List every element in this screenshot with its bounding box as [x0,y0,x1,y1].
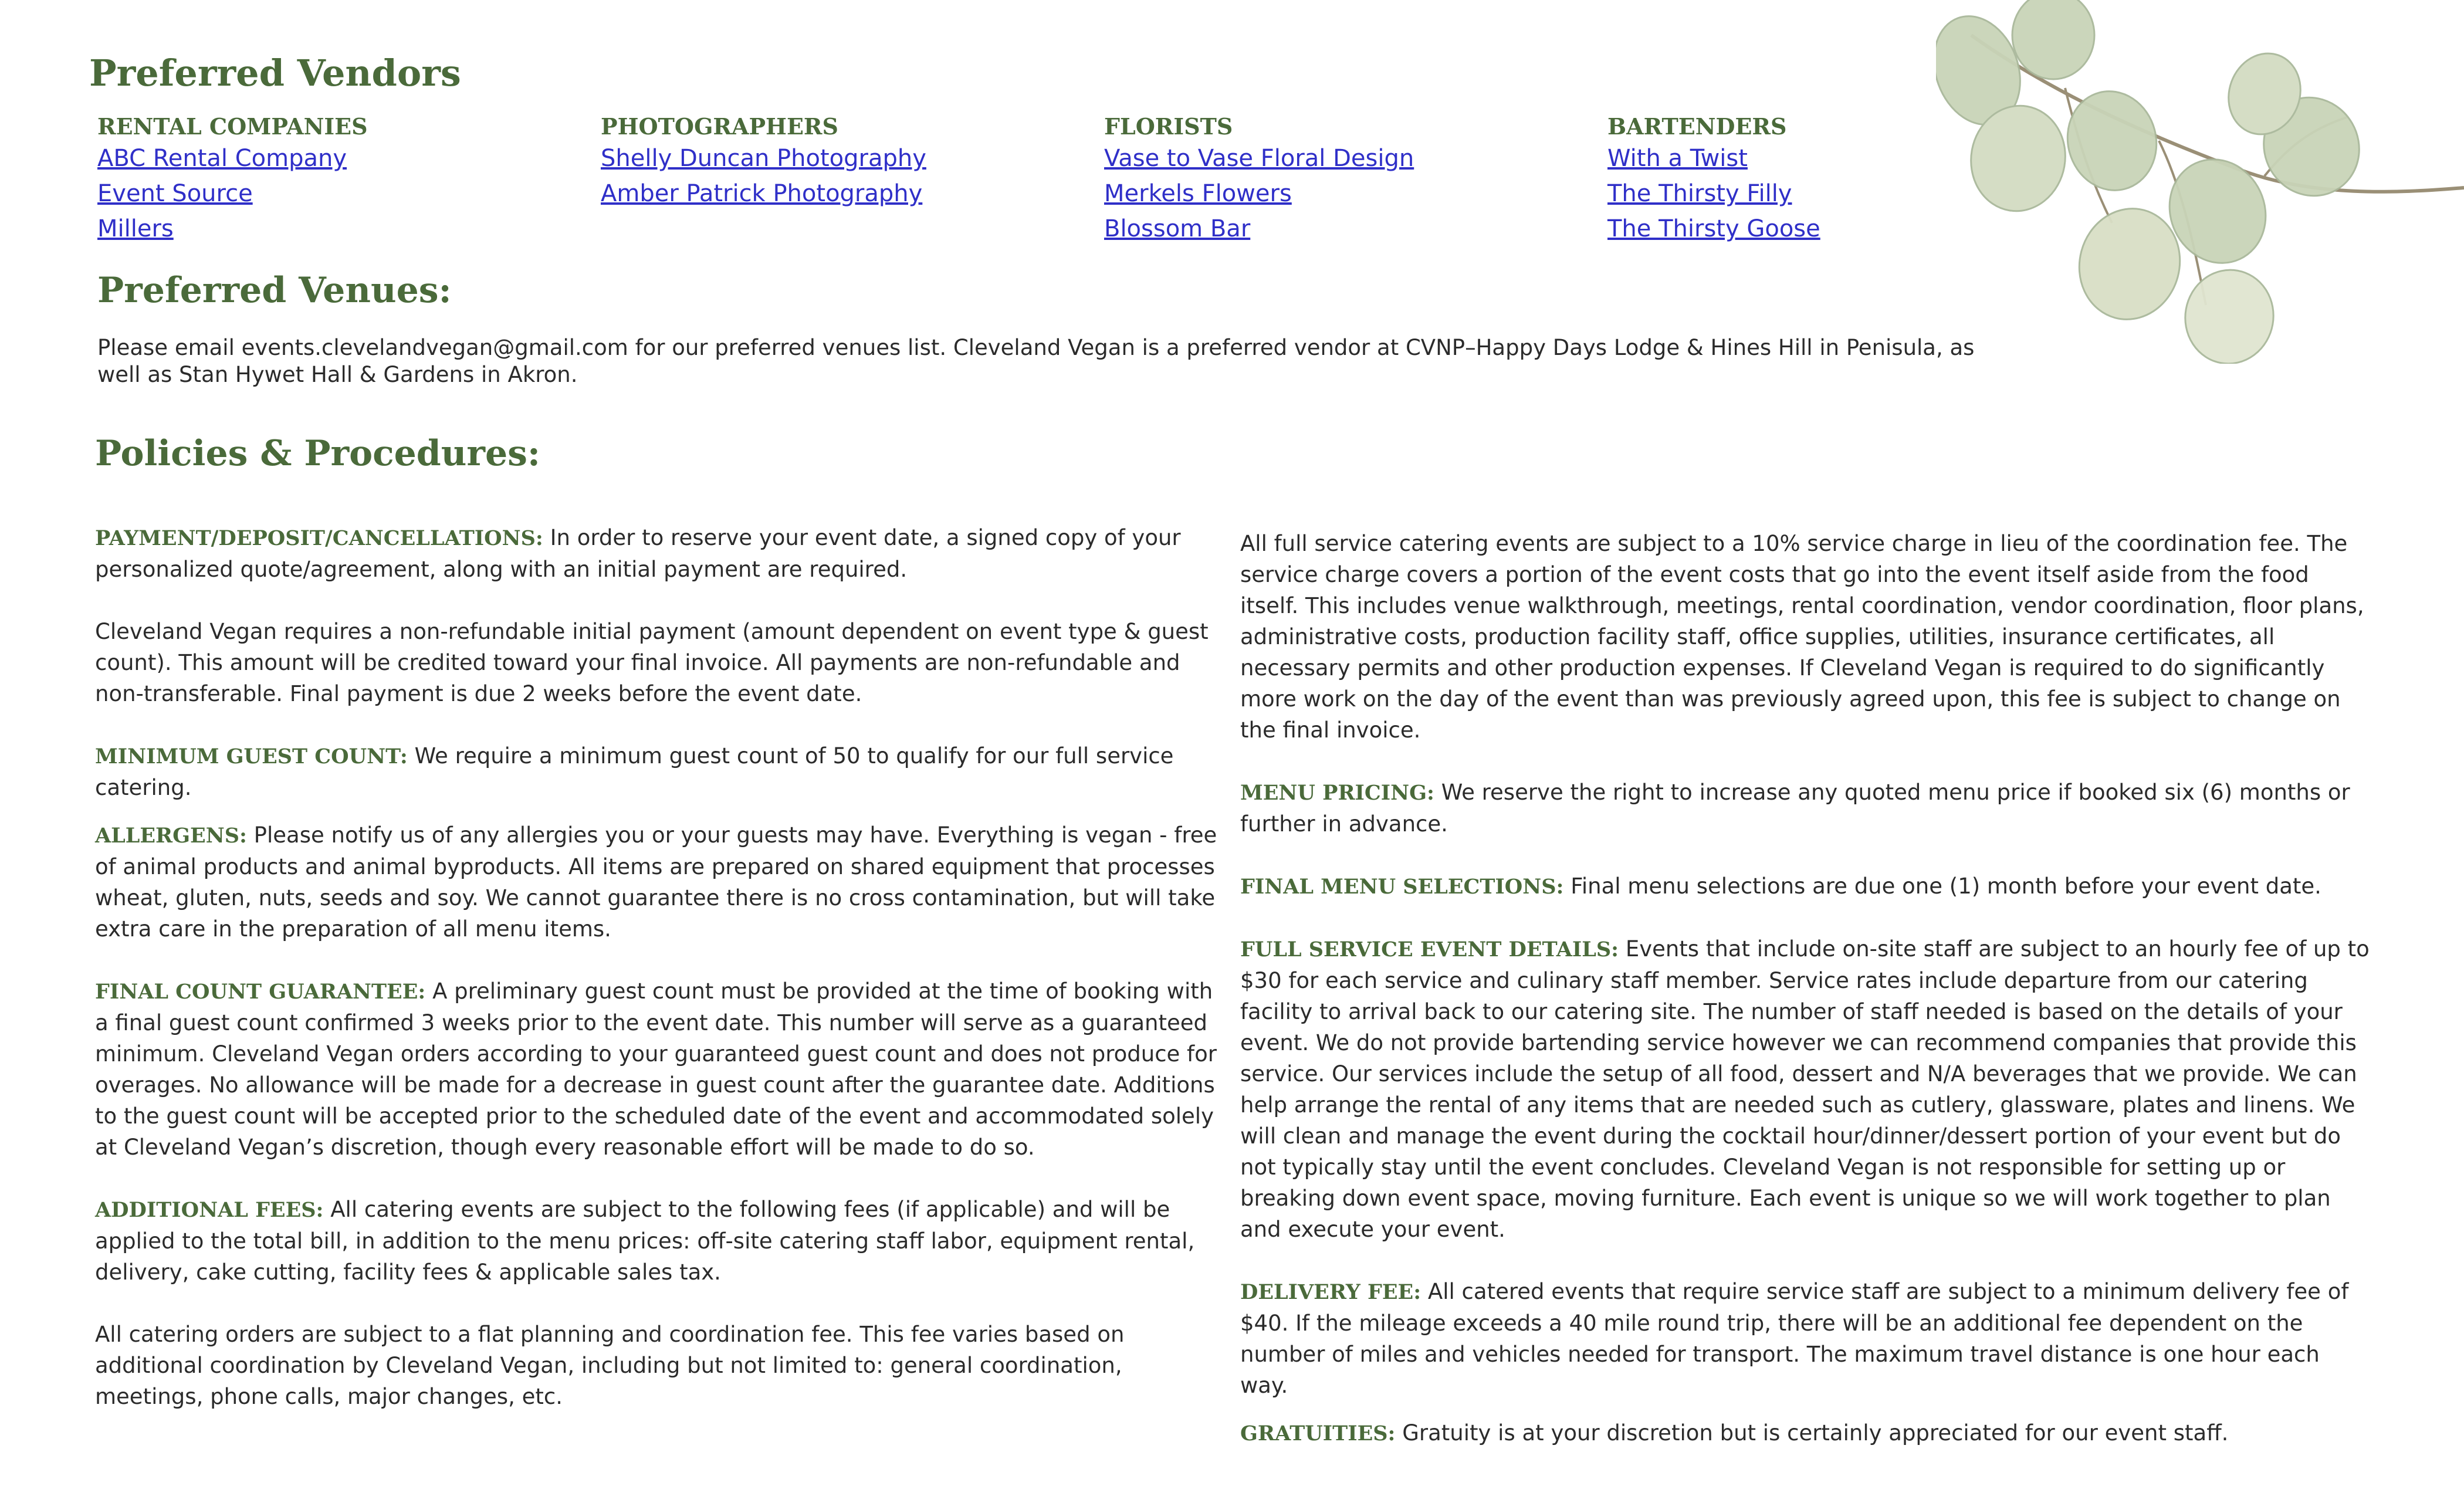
vendor-link[interactable]: Amber Patrick Photography [601,180,923,207]
policies-right-column [1240,528,2372,1480]
policy-paragraph [95,1194,1227,1288]
policy-paragraph [95,616,1227,709]
policy-label: FULL SERVICE EVENT DETAILS: [1240,937,1619,962]
policy-text: Cleveland Vegan requires a non-refundable initial payment (amount dependent on event type & guest count). This amount will be credited toward your final invoice. All payments are non-refundable and non-transferable. Final payment is due 2 weeks before the event date. [95,619,1209,706]
policy-text: In order to reserve your event date, a signed copy of your personalized quote/agreement, along with an initial payment are required. [95,525,1181,582]
vendor-link[interactable]: The Thirsty Goose [1607,215,1820,242]
policy-text: Gratuity is at your discretion but is certainly appreciated for our event staff. [1402,1420,2229,1446]
vendor-column-rental [97,113,590,246]
policy-label: ADDITIONAL FEES: [95,1198,324,1222]
policy-label: MINIMUM GUEST COUNT: [95,744,408,769]
preferred-venues-text: Please email events.clevelandvegan@gmail.com for our preferred venues list. Cleveland Vegan is a preferred vendor at CVNP–Happy Days Lodge & Hines Hill in Penisula, as well as Stan Hywet Hall & Gardens in Akron. [97,335,1975,387]
policy-label: PAYMENT/DEPOSIT/CANCELLATIONS: [95,526,543,550]
vendor-link[interactable]: With a Twist [1607,145,1748,172]
policy-paragraph [1240,933,2372,1245]
vendor-column-florists [1104,113,1597,246]
policy-paragraph [1240,528,2372,746]
policy-label: MENU PRICING: [1240,781,1434,805]
policy-text: Please notify us of any allergies you or your guests may have. Everything is vegan - free of animal products and animal byproducts. All items are prepared on shared equipment that processes wheat, gluten, nuts, seeds and soy. We cannot guarantee there is no cross contamination, but will take extra care in the preparation of all menu items. [95,823,1217,942]
policies-title: Policies & Procedures: [95,433,541,474]
policy-text: All catering events are subject to the following fees (if applicable) and will be applied to the total bill, in addition to the menu prices: off-site catering staff labor, equipment rental, delivery, cake cutting, facility fees & applicable sales tax. [95,1197,1195,1285]
policies-left-column [95,522,1227,1443]
preferred-vendors-title: Preferred Vendors [89,52,461,94]
vendor-link[interactable]: Millers [97,215,174,242]
policy-label: GRATUITIES: [1240,1421,1396,1446]
vendor-category-label: BARTENDERS [1607,113,1787,140]
vendor-link[interactable]: Shelly Duncan Photography [601,145,926,172]
policy-label: ALLERGENS: [95,824,247,848]
policy-text: We reserve the right to increase any quoted menu price if booked six (6) months or further in advance. [1240,780,2350,837]
vendor-link[interactable]: The Thirsty Filly [1607,180,1792,207]
vendor-column-bartenders [1607,113,2100,246]
policy-label: FINAL COUNT GUARANTEE: [95,980,426,1004]
policy-text: We require a minimum guest count of 50 to qualify for our full service catering. [95,743,1174,800]
policy-paragraph [1240,1276,2372,1401]
preferred-venues-title: Preferred Venues: [97,270,452,311]
policy-text: A preliminary guest count must be provided at the time of booking with a final guest count confirmed 3 weeks prior to the event date. This number will serve as a guaranteed minimum. Cleveland Vegan orders according to your guaranteed guest count and does not produce for overages. No allowance will be made for a decrease in guest count after the guarantee date. Additions to the guest count will be accepted prior to the scheduled date of the event and accommodated solely at Cleveland Vegan’s discretion, though every reasonable effort will be made to do so. [95,979,1217,1160]
policy-paragraph [95,1319,1227,1412]
policy-text: Final menu selections are due one (1) month before your event date. [1571,874,2321,899]
policy-paragraph [1240,871,2372,902]
policy-label: FINAL MENU SELECTIONS: [1240,875,1564,899]
policy-paragraph [95,820,1227,945]
vendor-column-photographers [601,113,1094,211]
policy-text: All catering orders are subject to a flat planning and coordination fee. This fee varies based on additional coordination by Cleveland Vegan, including but not limited to: general coordination, meetings, phone calls, major changes, etc. [95,1322,1125,1409]
vendor-link[interactable]: Blossom Bar [1104,215,1251,242]
policy-text: All full service catering events are subject to a 10% service charge in lieu of the coordination fee. The service charge covers a portion of the event costs that go into the event itself aside from the food itself. This includes venue walkthrough, meetings, rental coordination, vendor coordination, floor plans, administrative costs, production facility staff, office supplies, utilities, insurance certificates, all necessary permits and other production expenses. If Cleveland Vegan is required to do significantly more work on the day of the event than was previously agreed upon, this fee is subject to change on the final invoice. [1240,531,2364,743]
vendor-category-label: RENTAL COMPANIES [97,113,368,140]
vendor-link[interactable]: ABC Rental Company [97,145,347,172]
vendor-category-label: PHOTOGRAPHERS [601,113,838,140]
policy-text: All catered events that require service staff are subject to a minimum delivery fee of $40. If the mileage exceeds a 40 mile round trip, there will be an additional fee dependent on the number of miles and vehicles needed for transport. The maximum travel distance is one hour each way. [1240,1279,2349,1398]
policy-paragraph [1240,777,2372,840]
vendor-link[interactable]: Merkels Flowers [1104,180,1292,207]
vendor-category-label: FLORISTS [1104,113,1233,140]
policy-paragraph [1240,1417,2372,1449]
policy-label: DELIVERY FEE: [1240,1280,1421,1304]
vendor-link[interactable]: Vase to Vase Floral Design [1104,145,1414,172]
policy-paragraph [95,522,1227,585]
policy-paragraph [95,976,1227,1163]
policy-text: Events that include on-site staff are subject to an hourly fee of up to $30 for each service and culinary staff member. Service rates include departure from our catering facility to arrival back to our catering site. The number of staff needed is based on the details of your event. We do not provide bartending service however we can recommend companies that provide this service. Our services include the setup of all food, dessert and N/A beverages that we provide. We can help arrange the rental of any items that are needed such as cutlery, glassware, plates and linens. We will clean and manage the event during the cocktail hour/dinner/dessert portion of your event but do not typically stay until the event concludes. Cleveland Vegan is not responsible for setting up or breaking down event space, moving furniture. Each event is unique so we will work together to plan and execute your event. [1240,936,2370,1242]
vendor-link[interactable]: Event Source [97,180,253,207]
policy-paragraph [95,740,1227,803]
